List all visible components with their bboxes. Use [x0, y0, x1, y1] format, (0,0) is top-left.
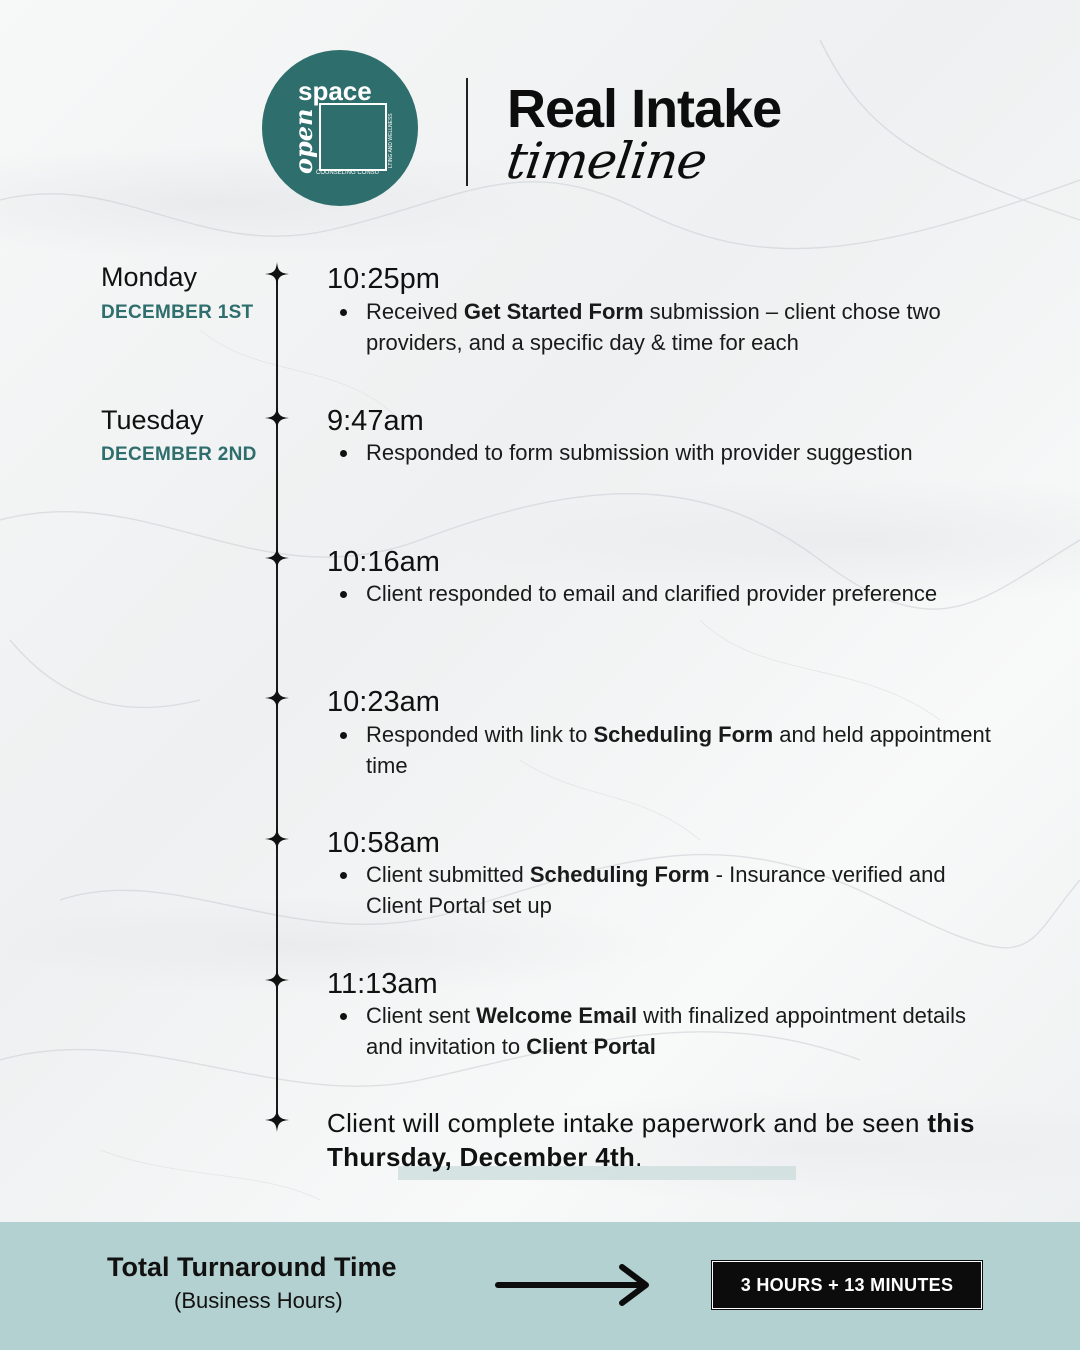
event-time: 10:16am: [327, 546, 440, 578]
bullet-icon: [340, 732, 347, 739]
page-title-script: timeline: [502, 132, 710, 190]
bullet-icon: [340, 450, 347, 457]
star-marker-icon: [265, 262, 289, 286]
star-marker-icon: [265, 968, 289, 992]
event-description: Responded with link to Scheduling Form and held appointment time: [366, 722, 991, 778]
date-label: DECEMBER 1ST: [101, 302, 254, 323]
event-description: Client sent Welcome Email with finalized appointment details and invitation to Client Portal: [366, 1003, 967, 1059]
star-marker-icon: [265, 1108, 289, 1132]
day-label: Monday: [101, 262, 198, 292]
event-description: Responded to form submission with provider suggestion: [366, 440, 913, 465]
header-divider: [466, 78, 468, 186]
footer-title: Total Turnaround Time: [107, 1252, 397, 1282]
event-description: Client submitted Scheduling Form - Insurance verified and Client Portal set up: [366, 862, 946, 918]
logo-word-space: space: [298, 76, 372, 106]
bullet-icon: [340, 872, 347, 879]
turnaround-result: 3 HOURS + 13 MINUTES: [712, 1261, 982, 1309]
date-label: DECEMBER 2ND: [101, 444, 257, 465]
star-marker-icon: [265, 686, 289, 710]
page-title: Real Intake: [507, 79, 782, 139]
event-time: 10:58am: [327, 827, 440, 859]
event-time: 9:47am: [327, 405, 424, 437]
bullet-icon: [340, 1013, 347, 1020]
arrow-right-icon: [494, 1262, 654, 1308]
event-description: Client responded to email and clarified provider preference: [366, 581, 938, 606]
star-marker-icon: [265, 827, 289, 851]
star-marker-icon: [265, 406, 289, 430]
star-marker-icon: [265, 546, 289, 570]
day-label: Tuesday: [101, 405, 204, 435]
footer-subtitle: (Business Hours): [174, 1288, 343, 1313]
logo-ring-text-1: COUNSELING CONSU: [316, 170, 380, 176]
event-time: 10:25pm: [327, 263, 440, 295]
event-description: Received Get Started Form submission – client chose two providers, and a specific day & time for each: [366, 299, 941, 355]
event-time: 10:23am: [327, 686, 440, 718]
logo-word-open: open: [289, 108, 318, 174]
bullet-icon: [340, 309, 347, 316]
logo-ring-text-2: LTING AND WELLNESS: [388, 113, 394, 168]
event-time: 11:13am: [327, 968, 438, 1000]
final-statement: Client will complete intake paperwork and be seen this Thursday, December 4th.: [327, 1108, 975, 1172]
bullet-icon: [340, 591, 347, 598]
logo: [262, 50, 418, 206]
